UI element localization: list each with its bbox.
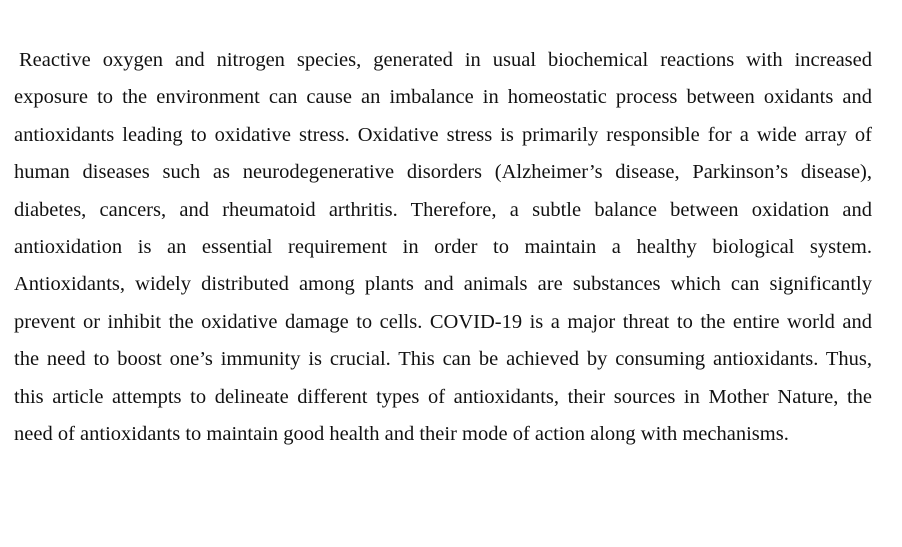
paragraph-line: need of antioxidants to maintain good health and their mode of action along with mechanisms. [14,422,789,445]
paragraph-line: the need to boost one’s immunity is crucial. This can be achieved by consuming antioxidants. Thus, [14,348,872,371]
paragraph-line: exposure to the environment can cause an imbalance in homeostatic process between oxidants and [14,86,872,109]
paragraph-line: antioxidants leading to oxidative stress. Oxidative stress is primarily responsible for a wide array of [14,123,872,146]
paragraph-line: prevent or inhibit the oxidative damage to cells. COVID-19 is a major threat to the entire world and [14,310,872,333]
paragraph-line: Reactive oxygen and nitrogen species, generated in usual biochemical reactions with increased [19,49,872,71]
paragraph-line: human diseases such as neurodegenerative disorders (Alzheimer’s disease, Parkinson’s disease), [14,161,872,184]
paragraph-line: diabetes, cancers, and rheumatoid arthritis. Therefore, a subtle balance between oxidation and [14,198,872,221]
paragraph-line: this article attempts to delineate different types of antioxidants, their sources in Mother Nature, the [14,385,872,408]
abstract-paragraph [14,42,872,453]
paragraph-line: antioxidation is an essential requirement in order to maintain a healthy biological system. [14,235,872,258]
paragraph-line: Antioxidants, widely distributed among plants and animals are substances which can significantly [14,273,872,296]
